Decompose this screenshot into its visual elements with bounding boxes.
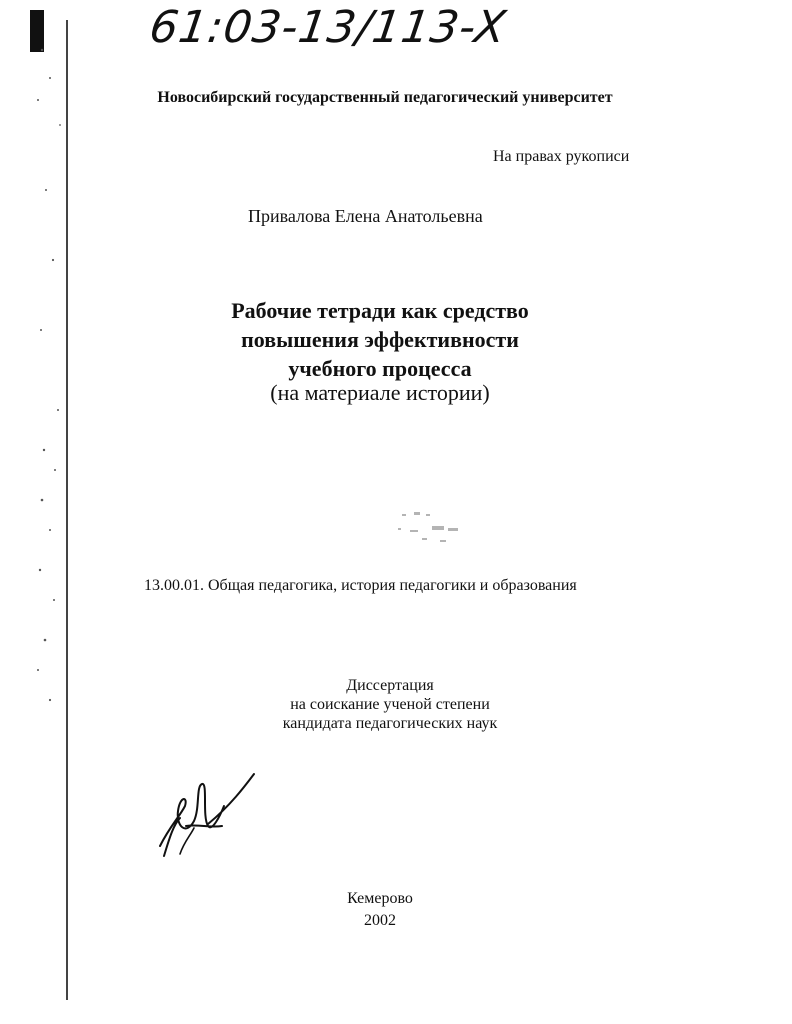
dissertation-title [130,296,630,383]
scan-specks [20,30,80,730]
archive-number: 61:03-13/113-X [146,2,510,53]
degree-line: кандидата педагогических наук [282,715,498,732]
year: 2002 [364,912,396,929]
title-line: учебного процесса [288,356,472,381]
university-name: Новосибирский государственный педагогический университет [157,89,613,106]
faint-library-stamp [392,508,482,548]
handwritten-signature [150,766,260,866]
title-line: Рабочие тетради как средство [231,298,529,323]
city: Кемерово [347,890,413,907]
author-name: Привалова Елена Анатольевна [248,206,483,226]
degree-statement [230,676,550,733]
title-line: повышения эффективности [241,327,519,352]
dissertation-subtitle: (на материале истории) [270,380,490,405]
speciality-code: 13.00.01. Общая педагогика, история педагогики и образования [144,577,577,594]
degree-line: Диссертация [346,677,434,694]
rights-note: На правах рукописи [493,148,630,165]
city-year [300,888,460,932]
degree-line: на соискание ученой степени [290,696,490,713]
